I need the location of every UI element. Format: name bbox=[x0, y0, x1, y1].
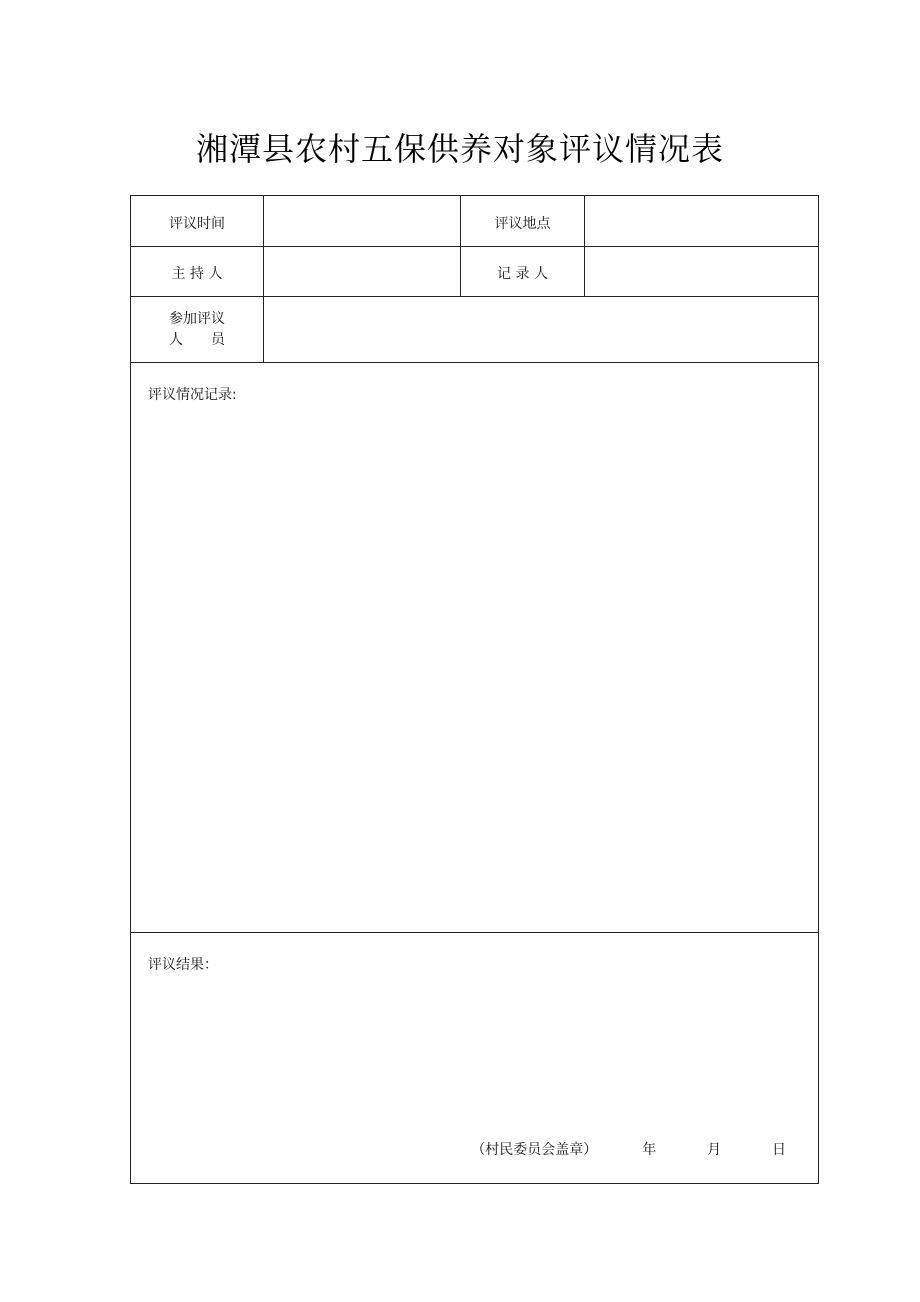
day-label: 日 bbox=[772, 1142, 786, 1158]
page-title: 湘潭县农村五保供养对象评议情况表 bbox=[195, 130, 724, 168]
result-label: 评议结果： bbox=[148, 957, 218, 973]
evaluation-form-table bbox=[130, 195, 819, 1184]
month-label: 月 bbox=[707, 1142, 722, 1158]
recorder-value[interactable] bbox=[585, 247, 818, 296]
result-content-area[interactable] bbox=[131, 933, 818, 1123]
stamp-label: （村民委员会盖章） bbox=[471, 1142, 598, 1158]
host-value[interactable] bbox=[264, 247, 460, 296]
year-label: 年 bbox=[642, 1142, 657, 1158]
eval-time-label: 评议时间 bbox=[169, 216, 225, 232]
record-content-area[interactable] bbox=[131, 363, 818, 932]
eval-time-value[interactable] bbox=[264, 196, 460, 246]
eval-place-label: 评议地点 bbox=[494, 216, 551, 232]
participants-label bbox=[131, 309, 263, 351]
host-label: 主 持 人 bbox=[171, 266, 223, 282]
record-label: 评议情况记录: bbox=[148, 387, 237, 403]
eval-place-value[interactable] bbox=[585, 196, 818, 246]
recorder-label: 记 录 人 bbox=[497, 266, 548, 282]
participants-label-line2: 人 员 bbox=[169, 332, 225, 348]
participants-label-line1: 参加评议 bbox=[169, 311, 225, 327]
stamp-date-line bbox=[471, 1139, 786, 1159]
participants-value[interactable] bbox=[264, 297, 818, 362]
